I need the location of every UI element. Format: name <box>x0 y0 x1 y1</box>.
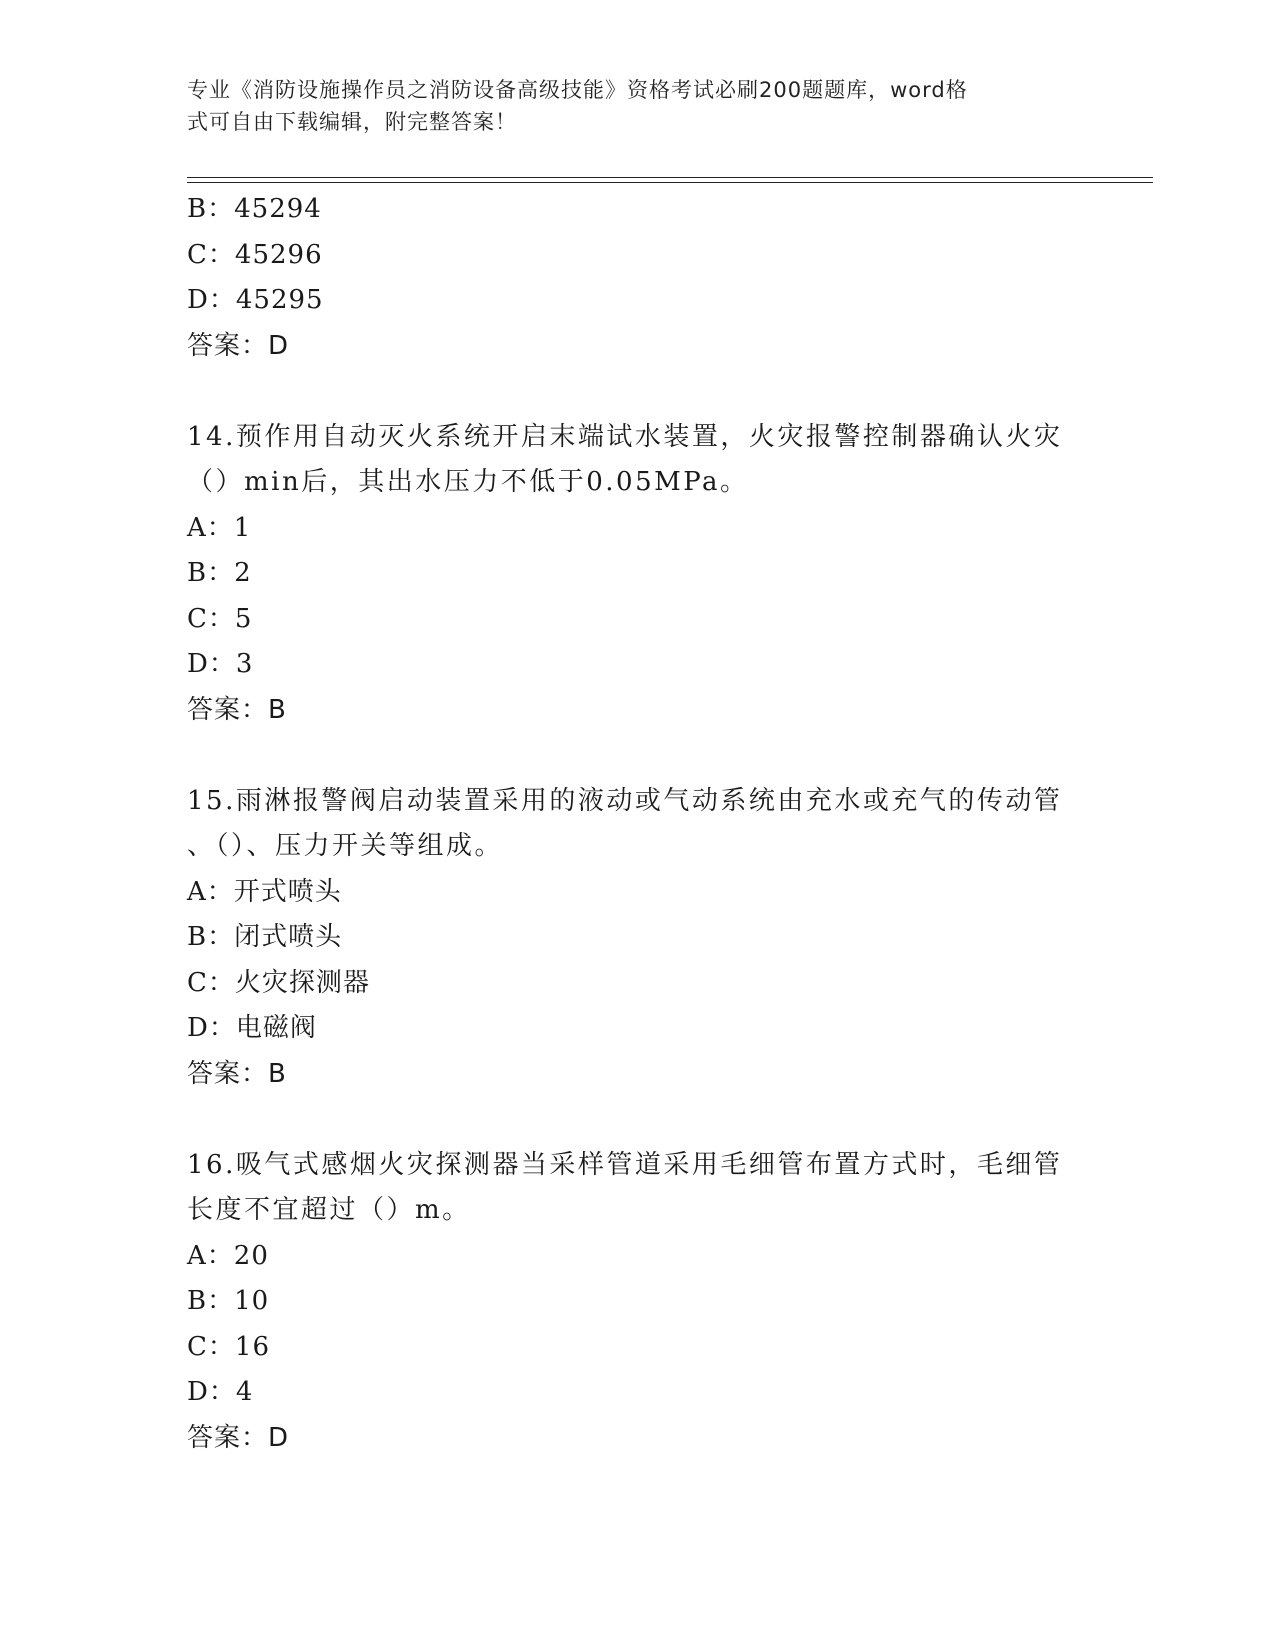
option-c: C：45296 <box>187 239 323 270</box>
answer-line: 答案：B <box>187 694 287 725</box>
option-b: B：10 <box>187 1286 270 1316</box>
question-stem-line: 长度不宜超过（）m。 <box>187 1195 471 1225</box>
question-stem-line: （）min后，其出水压力不低于0.05MPa。 <box>187 467 749 497</box>
prev-question <box>187 187 1087 369</box>
option-d: D：45295 <box>187 285 324 315</box>
header-rule-top <box>187 177 1153 178</box>
question-stem-line: 15.雨淋报警阀启动装置采用的液动或气动系统由充水或充气的传动管 <box>187 785 1063 816</box>
option-d: D：3 <box>187 649 254 679</box>
question-16 <box>187 1143 1087 1462</box>
option-b: B：45294 <box>187 194 322 224</box>
header-line-2: 式可自由下载编辑，附完整答案！ <box>187 110 517 134</box>
answer-line: 答案：B <box>187 1058 287 1089</box>
header-rule-bottom <box>187 182 1153 183</box>
option-d: D：电磁阀 <box>187 1013 317 1043</box>
option-b: B：闭式喷头 <box>187 922 343 952</box>
question-stem-line: 14.预作用自动灭火系统开启末端试水装置，火灾报警控制器确认火灾 <box>187 421 1063 452</box>
option-c: C：5 <box>187 603 253 634</box>
option-a: A：1 <box>187 512 252 543</box>
question-15 <box>187 779 1087 1098</box>
answer-line: 答案：D <box>187 330 290 361</box>
option-a: A：开式喷头 <box>187 876 342 907</box>
question-stem-line: 、（）、压力开关等组成。 <box>187 831 504 861</box>
option-d: D：4 <box>187 1377 254 1407</box>
answer-line: 答案：D <box>187 1422 290 1453</box>
header-line-1: 专业《消防设施操作员之消防设备高级技能》资格考试必刷200题题库，word格 <box>187 78 968 102</box>
question-14 <box>187 415 1087 734</box>
question-stem-line: 16.吸气式感烟火灾探测器当采样管道采用毛细管布置方式时，毛细管 <box>187 1149 1063 1180</box>
document-header <box>187 74 1067 138</box>
option-a: A：20 <box>187 1240 269 1271</box>
option-c: C：火灾探测器 <box>187 967 370 998</box>
option-b: B：2 <box>187 558 252 588</box>
option-c: C：16 <box>187 1331 270 1362</box>
document-body <box>187 187 1087 1461</box>
